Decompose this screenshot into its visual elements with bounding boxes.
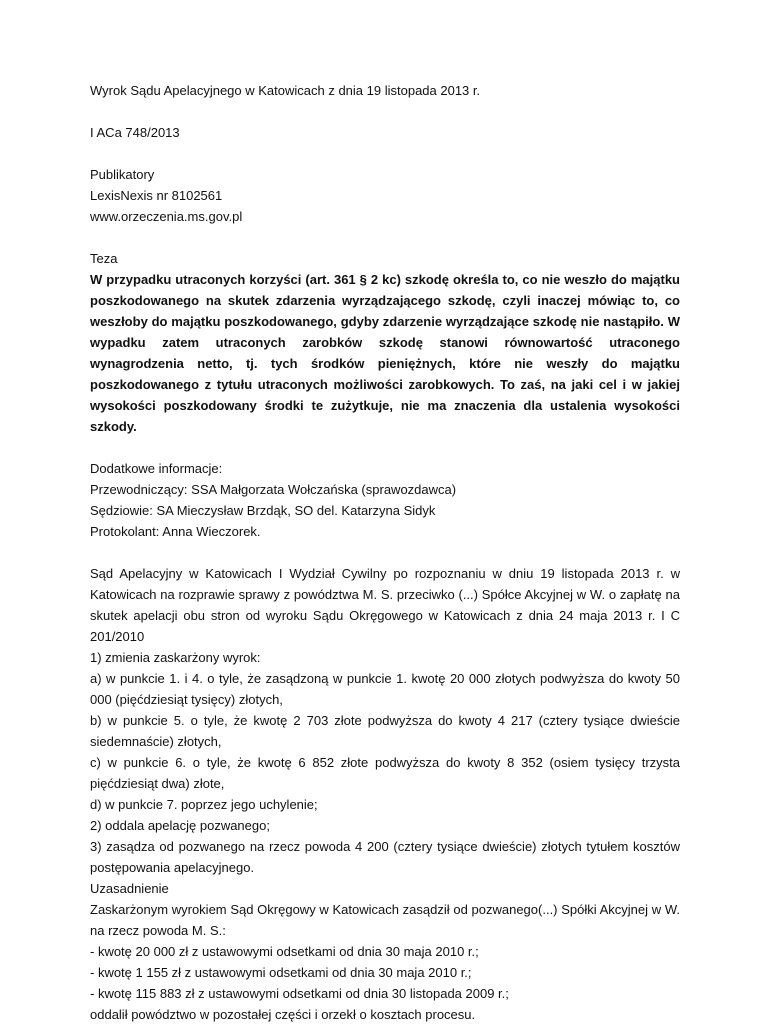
judges: Sędziowie: SA Mieczysław Brzdąk, SO del. Katarzyna Sidyk — [90, 503, 436, 518]
justification-item: - kwotę 1 155 zł z ustawowymi odsetkami od dnia 30 maja 2010 r.; — [90, 965, 472, 980]
justification-text: Zaskarżonym wyrokiem Sąd Okręgowy w Katowicach zasądził od pozwanego(...) Spółki Akcyjnej w W. na rzecz powoda M. S.: — [90, 902, 680, 938]
publications-heading: Publikatory — [90, 167, 155, 182]
thesis-text: W przypadku utraconych korzyści (art. 361 § 2 kc) szkodę określa to, co nie weszło do majątku poszkodowanego na skutek zdarzenia wyrządzającego szkodę, czyli inaczej mówiąc to, co weszłoby do majątku poszkodowanego, gdyby zdarzenie wyrządzające szkodę nie nastąpiło. W wypadku zatem utraconych zarobków szkodę stanowi równowartość utraconego wynagrodzenia netto, tj. tych środków pieniężnych, które nie weszły do majątku poszkodowanego z tytułu utraconych możliwości zarobkowych. To zaś, na jaki cel i w jakiej wysokości poszkodowany środki te zużytkuje, nie ma znaczenia dla ustalenia wysokości szkody. — [90, 272, 680, 434]
document-page — [90, 80, 680, 1025]
ruling-section — [90, 563, 680, 878]
thesis-heading: Teza — [90, 251, 118, 266]
ruling-item: 2) oddala apelację pozwanego; — [90, 818, 270, 833]
justification-heading: Uzasadnienie — [90, 881, 169, 896]
presiding-judge: Przewodniczący: SSA Małgorzata Wołczańska (sprawozdawca) — [90, 482, 457, 497]
justification-closing: oddalił powództwo w pozostałej części i orzekł o kosztach procesu. — [90, 1007, 476, 1022]
document-title: Wyrok Sądu Apelacyjnego w Katowicach z dnia 19 listopada 2013 r. — [90, 83, 481, 98]
additional-info-section — [90, 458, 680, 542]
ruling-item: 1) zmienia zaskarżony wyrok: — [90, 650, 261, 665]
ruling-item: a) w punkcie 1. i 4. o tyle, że zasądzoną w punkcie 1. kwotę 20 000 złotych podwyższa do kwoty 50 000 (pięćdziesiąt tysięcy) złotych, — [90, 671, 680, 707]
justification-section — [90, 878, 680, 1025]
publication-item: www.orzeczenia.ms.gov.pl — [90, 209, 243, 224]
publications-section — [90, 164, 680, 227]
justification-item: - kwotę 20 000 zł z ustawowymi odsetkami od dnia 30 maja 2010 r.; — [90, 944, 479, 959]
publication-item: LexisNexis nr 8102561 — [90, 188, 223, 203]
case-number: I ACa 748/2013 — [90, 125, 180, 140]
ruling-item: c) w punkcie 6. o tyle, że kwotę 6 852 złote podwyższa do kwoty 8 352 (osiem tysięcy trzysta pięćdziesiąt dwa) złote, — [90, 755, 680, 791]
justification-item: - kwotę 115 883 zł z ustawowymi odsetkami od dnia 30 listopada 2009 r.; — [90, 986, 509, 1001]
ruling-item: b) w punkcie 5. o tyle, że kwotę 2 703 złote podwyższa do kwoty 4 217 (cztery tysiące dwieście siedemnaście) złotych, — [90, 713, 680, 749]
ruling-item: d) w punkcie 7. poprzez jego uchylenie; — [90, 797, 318, 812]
thesis-section — [90, 248, 680, 437]
ruling-item: 3) zasądza od pozwanego na rzecz powoda 4 200 (cztery tysiące dwieście) złotych tytułem kosztów postępowania apelacyjnego. — [90, 839, 680, 875]
court-reporter: Protokolant: Anna Wieczorek. — [90, 524, 261, 539]
additional-info-heading: Dodatkowe informacje: — [90, 461, 223, 476]
ruling-intro: Sąd Apelacyjny w Katowicach I Wydział Cywilny po rozpoznaniu w dniu 19 listopada 2013 r. w Katowicach na rozprawie sprawy z powództwa M. S. przeciwko (...) Spółce Akcyjnej w W. o zapłatę na skutek apelacji obu stron od wyroku Sądu Okręgowego w Katowicach z dnia 24 maja 2013 r. I C 201/2010 — [90, 566, 680, 644]
